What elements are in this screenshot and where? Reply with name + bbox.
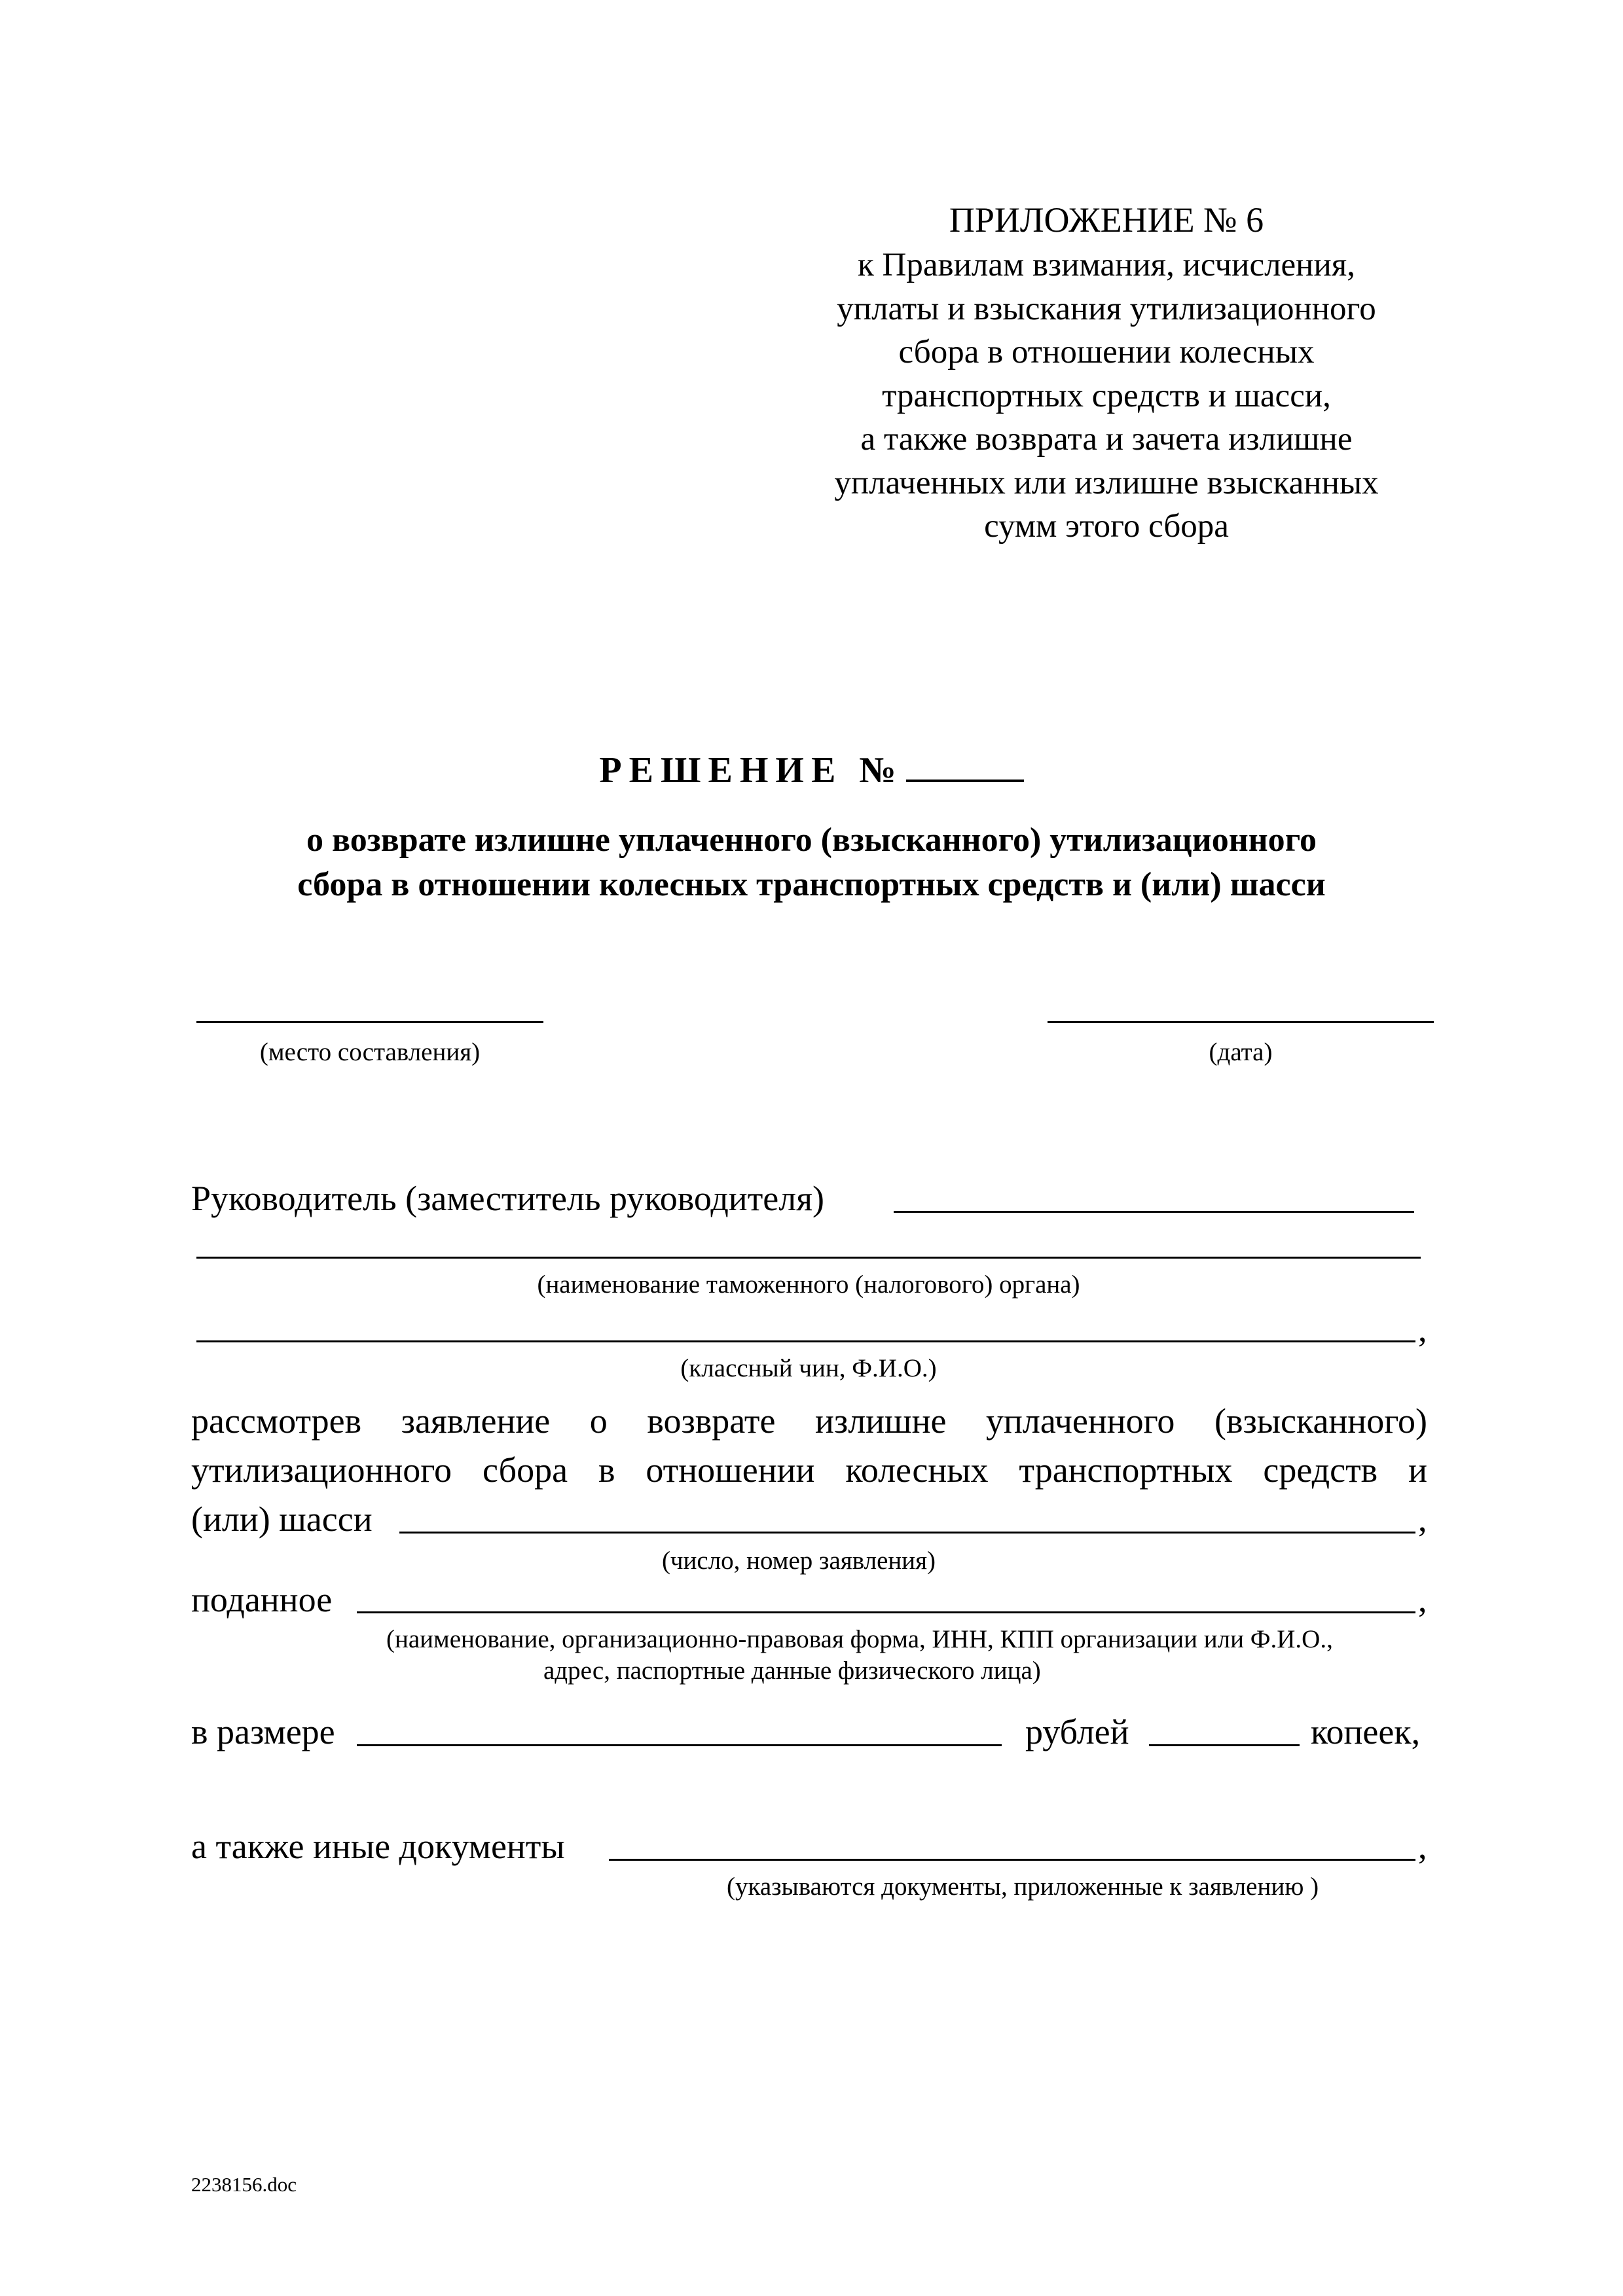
application-field[interactable] (399, 1532, 1415, 1534)
decision-number-field[interactable] (906, 753, 1024, 782)
appendix-line: уплаченных или излишне взысканных (834, 464, 1379, 501)
considered-line1: рассмотрев заявление о возврате излишне уплаченного (взысканного) (191, 1401, 1427, 1441)
appendix-line: транспортных средств и шасси, (882, 377, 1331, 414)
appendix-line: к Правилам взимания, исчисления, (858, 247, 1355, 283)
head-label: Руководитель (заместитель руководителя) (191, 1179, 825, 1218)
amount-label: в размере (191, 1712, 335, 1751)
appendix-title: ПРИЛОЖЕНИЕ № 6 (949, 200, 1264, 240)
other-docs-label: а также иные документы (191, 1827, 565, 1866)
considered-line2: утилизационного сбора в отношении колесных транспортных средств и (191, 1450, 1427, 1490)
customs-caption: (наименование таможенного (налогового) органа) (537, 1270, 1080, 1299)
rank-name-field[interactable] (196, 1340, 1415, 1342)
appendix-line: сбора в отношении колесных (898, 334, 1315, 370)
application-caption: (число, номер заявления) (661, 1547, 936, 1575)
comma: , (1418, 1827, 1427, 1866)
decision-heading (0, 749, 1623, 791)
rubles-field[interactable] (357, 1744, 1002, 1746)
place-caption: (место составления) (259, 1038, 481, 1066)
comma: , (1418, 1310, 1427, 1349)
appendix-header (779, 196, 1434, 548)
kopecks-field[interactable] (1149, 1744, 1300, 1746)
rubles-label: рублей (1025, 1712, 1129, 1751)
decision-subtitle-line1: о возврате излишне уплаченного (взысканного) утилизационного (306, 821, 1317, 859)
decision-heading-text: РЕШЕНИЕ № (599, 750, 903, 791)
comma: , (1418, 1580, 1427, 1619)
appendix-line: сумм этого сбора (984, 508, 1229, 545)
considered-line3: (или) шасси (191, 1499, 373, 1539)
appendix-line: уплаты и взыскания утилизационного (837, 290, 1376, 327)
comma: , (1418, 1499, 1427, 1539)
customs-organ-field[interactable] (196, 1257, 1421, 1259)
date-field[interactable] (1048, 1021, 1434, 1023)
decision-subtitle-line2: сбора в отношении колесных транспортных средств и (или) шасси (297, 866, 1326, 903)
other-docs-caption: (указываются документы, приложенные к заявлению ) (727, 1873, 1319, 1901)
footer-filename: 2238156.doc (191, 2173, 297, 2196)
head-name-field[interactable] (894, 1211, 1414, 1213)
kopecks-label: копеек, (1311, 1712, 1421, 1751)
appendix-line: а также возврата и зачета излишне (860, 421, 1353, 457)
other-docs-field[interactable] (609, 1859, 1415, 1861)
submitter-caption-line2: адрес, паспортные данные физического лица) (543, 1657, 1041, 1685)
submitter-field[interactable] (357, 1611, 1415, 1613)
rank-caption: (классный чин, Ф.И.О.) (680, 1354, 937, 1382)
date-caption: (дата) (1209, 1038, 1273, 1066)
submitted-label: поданное (191, 1580, 333, 1619)
place-field[interactable] (196, 1021, 543, 1023)
submitter-caption-line1: (наименование, организационно-правовая форма, ИНН, КПП организации или Ф.И.О., (386, 1625, 1333, 1653)
